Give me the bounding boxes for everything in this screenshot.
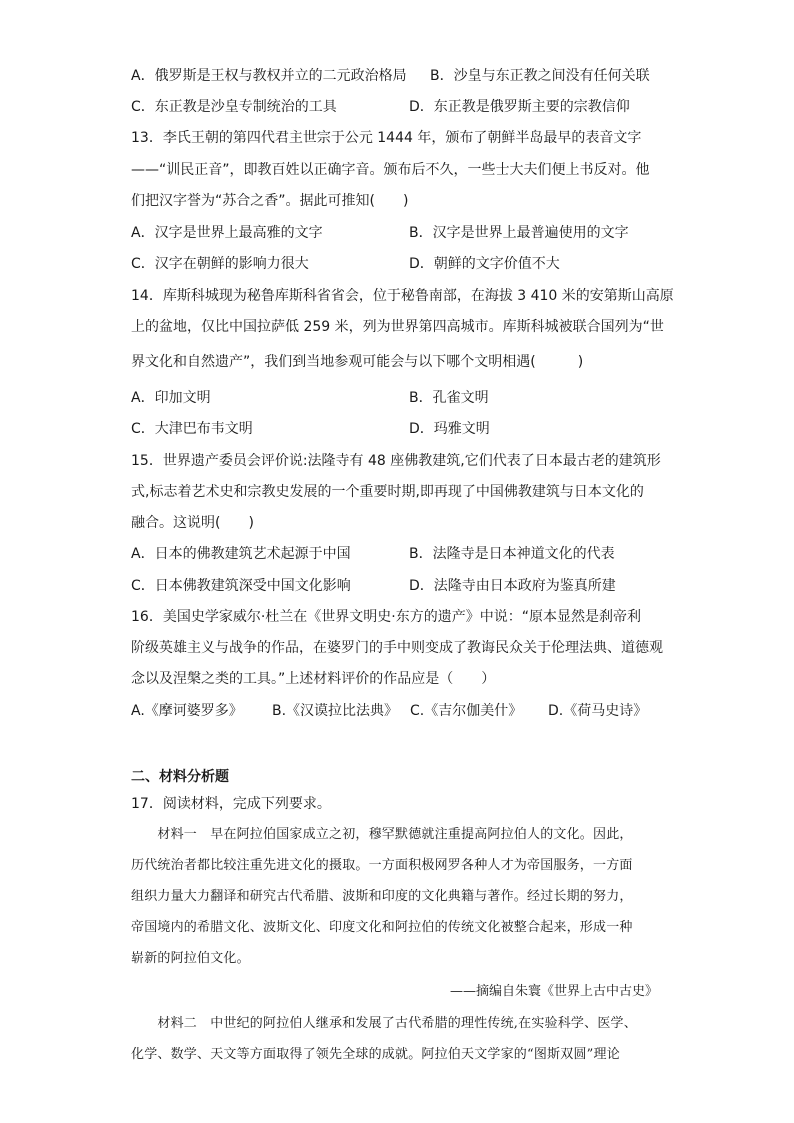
q14-stem-line3: 界文化和自然遗产”，我们到当地参观可能会与以下哪个文明相遇( ) xyxy=(131,354,584,370)
q13-option-c: C．汉字在朝鲜的影响力很大 xyxy=(131,256,309,272)
material-one-line3: 组织力量大力翻译和研究古代希腊、波斯和印度的文化典籍与著作。经过长期的努力， xyxy=(131,889,633,904)
material-one-line1: 材料一 早在阿拉伯国家成立之初，穆罕默德就注重提高阿拉伯人的文化。因此， xyxy=(131,827,633,842)
material-one-source: ——摘编自朱寰《世界上古中古史》 xyxy=(449,984,658,999)
q12-option-c: C．东正教是沙皇专制统治的工具 xyxy=(131,99,337,115)
q15-stem-line3: 融合。这说明( ) xyxy=(131,515,254,531)
q16-option-c: C.《吉尔伽美什》 xyxy=(410,703,523,719)
q16-stem-line3: 念以及涅槃之类的工具。”上述材料评价的作品应是（ ） xyxy=(131,671,496,687)
q13-stem-line1: 13．李氏王朝的第四代君主世宗于公元 1444 年，颁布了朝鲜半岛最早的表音文字 xyxy=(131,130,642,146)
q15-option-a: A．日本的佛教建筑艺术起源于中国 xyxy=(131,546,351,562)
q14-option-b: B．孔雀文明 xyxy=(409,390,489,406)
q16-option-b: B.《汉谟拉比法典》 xyxy=(272,703,399,719)
section-heading: 二、材料分析题 xyxy=(131,769,229,785)
q15-option-c: C．日本佛教建筑深受中国文化影响 xyxy=(131,578,351,594)
q16-stem-line2: 阶级英雄主义与战争的作品，在婆罗门的手中则变成了教诲民众关于伦理法典、道德观 xyxy=(131,640,663,656)
q14-option-c: C．大津巴布韦文明 xyxy=(131,421,253,437)
q17-intro: 17．阅读材料，完成下列要求。 xyxy=(131,796,331,812)
q13-stem-line3: 们把汉字誉为“苏合之香”。据此可推知( ) xyxy=(131,193,409,209)
q13-option-b: B．汉字是世界上最普遍使用的文字 xyxy=(409,225,629,241)
q16-stem-line1: 16．美国史学家威尔·杜兰在《世界文明史·东方的遗产》中说：“原本显然是刹帝利 xyxy=(131,609,641,625)
material-one-line5: 崭新的阿拉伯文化。 xyxy=(131,951,250,966)
q15-stem-line1: 15．世界遗产委员会评价说:法隆寺有 48 座佛教建筑,它们代表了日本最古老的建筑形 xyxy=(131,453,661,469)
material-two-line1: 材料二 中世纪的阿拉伯人继承和发展了古代希腊的理性传统,在实验科学、医学、 xyxy=(131,1016,637,1031)
q15-option-b: B．法隆寺是日本神道文化的代表 xyxy=(409,546,615,562)
q12-option-b: B．沙皇与东正教之间没有任何关联 xyxy=(430,68,650,84)
q14-option-a: A．印加文明 xyxy=(131,390,211,406)
material-one-line4: 帝国境内的希腊文化、波斯文化、印度文化和阿拉伯的传统文化被整合起来，形成一种 xyxy=(131,920,633,935)
q13-option-a: A．汉字是世界上最高雅的文字 xyxy=(131,225,323,241)
q12-option-a: A．俄罗斯是王权与教权并立的二元政治格局 xyxy=(131,68,407,84)
material-two-line2: 化学、数学、天文等方面取得了领先全球的成就。阿拉伯天文学家的“图斯双圆”理论 xyxy=(131,1047,620,1062)
q14-option-d: D．玛雅文明 xyxy=(409,421,490,437)
q15-option-d: D．法隆寺由日本政府为鉴真所建 xyxy=(409,578,616,594)
q14-stem-line1: 14．库斯科城现为秘鲁库斯科省省会，位于秘鲁南部，在海拔 3 410 米的安第斯山高原 xyxy=(131,288,674,304)
q15-stem-line2: 式,标志着艺术史和宗教史发展的一个重要时期,即再现了中国佛教建筑与日本文化的 xyxy=(131,484,644,500)
q13-stem-line2: ——“训民正音”，即教百姓以正确字音。颁布后不久，一些士大夫们便上书反对。他 xyxy=(131,162,650,178)
q12-option-d: D．东正教是俄罗斯主要的宗教信仰 xyxy=(409,99,630,115)
q16-option-a: A.《摩诃婆罗多》 xyxy=(131,703,243,719)
q16-option-d: D.《荷马史诗》 xyxy=(548,703,648,719)
material-one-line2: 历代统治者都比较注重先进文化的摄取。一方面积极网罗各种人才为帝国服务，一方面 xyxy=(131,858,633,873)
q13-option-d: D．朝鲜的文字价值不大 xyxy=(409,256,560,272)
q14-stem-line2: 上的盆地，仅比中国拉萨低 259 米，列为世界第四高城市。库斯科城被联合国列为“世 xyxy=(131,319,664,335)
